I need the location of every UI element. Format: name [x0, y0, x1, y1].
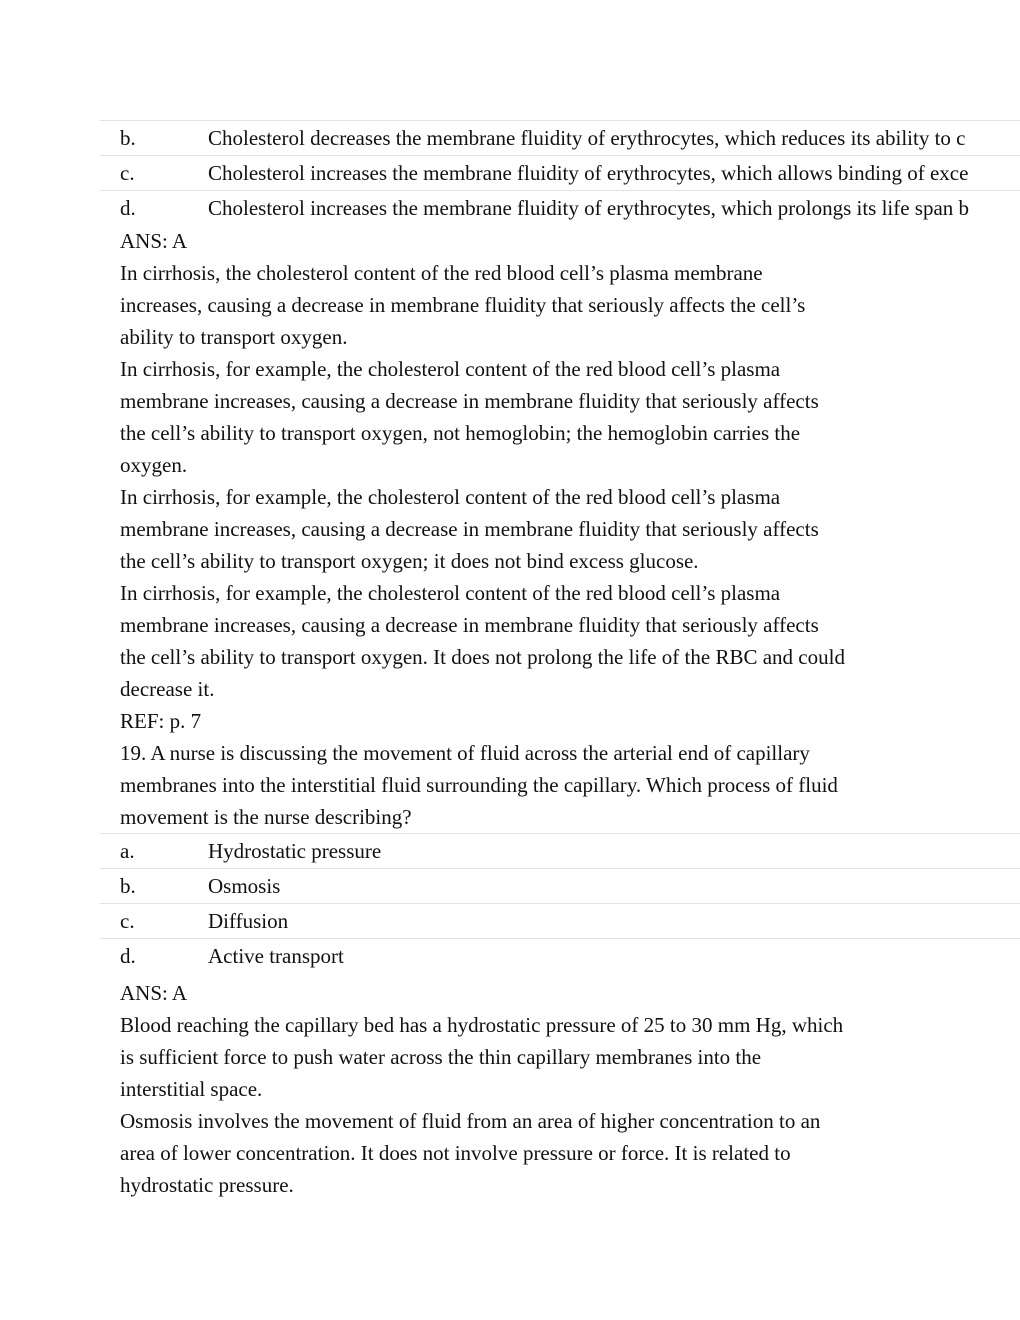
- q19-options-table: [100, 833, 1020, 973]
- text-line: In cirrhosis, the cholesterol content of the red blood cell’s plasma membrane: [120, 261, 763, 285]
- option-letter: d.: [120, 944, 136, 968]
- text-line: ability to transport oxygen.: [120, 325, 348, 349]
- q18-option-c: [100, 155, 1020, 190]
- option-letter: a.: [120, 839, 135, 863]
- q18-rationale-4: [120, 577, 910, 705]
- option-letter: c.: [120, 909, 135, 933]
- option-text: Hydrostatic pressure: [208, 839, 382, 863]
- text-line: membrane increases, causing a decrease in membrane fluidity that seriously affects: [120, 613, 819, 637]
- option-text: Cholesterol increases the membrane fluidity of erythrocytes, which allows binding of exce: [208, 161, 969, 185]
- question-19-stem: [120, 737, 910, 833]
- text-line: area of lower concentration. It does not involve pressure or force. It is related to: [120, 1141, 791, 1165]
- q18-reference: REF: p. 7: [120, 709, 202, 733]
- text-line: decrease it.: [120, 677, 215, 701]
- text-line: membrane increases, causing a decrease in membrane fluidity that seriously affects: [120, 389, 819, 413]
- option-text: Diffusion: [208, 909, 289, 933]
- q18-answer: ANS: A: [120, 229, 188, 253]
- text-line: Osmosis involves the movement of fluid from an area of higher concentration to an: [120, 1109, 821, 1133]
- document-page: [0, 120, 1020, 1201]
- option-letter: c.: [120, 161, 135, 185]
- text-line: In cirrhosis, for example, the cholesterol content of the red blood cell’s plasma: [120, 581, 781, 605]
- text-line: membranes into the interstitial fluid surrounding the capillary. Which process of fluid: [120, 773, 838, 797]
- option-letter: b.: [120, 874, 136, 898]
- q19-option-c: [100, 903, 1020, 938]
- text-line: In cirrhosis, for example, the cholesterol content of the red blood cell’s plasma: [120, 357, 781, 381]
- q19-answer: ANS: A: [120, 981, 188, 1005]
- q19-option-d: [100, 938, 1020, 973]
- text-line: the cell’s ability to transport oxygen, not hemoglobin; the hemoglobin carries the: [120, 421, 801, 445]
- text-line: membrane increases, causing a decrease in membrane fluidity that seriously affects: [120, 517, 819, 541]
- text-line: is sufficient force to push water across the thin capillary membranes into the: [120, 1045, 762, 1069]
- text-line: movement is the nurse describing?: [120, 805, 412, 829]
- q18-rationale-3: [120, 481, 910, 577]
- q18-rationale-1: [120, 257, 910, 353]
- text-line: the cell’s ability to transport oxygen; it does not bind excess glucose.: [120, 549, 699, 573]
- text-line: interstitial space.: [120, 1077, 263, 1101]
- q19-rationale-1: [120, 1009, 910, 1105]
- option-text: Active transport: [208, 944, 344, 968]
- text-line: oxygen.: [120, 453, 188, 477]
- q19-rationale-2: [120, 1105, 910, 1201]
- option-letter: b.: [120, 126, 136, 150]
- q19-option-b: [100, 868, 1020, 903]
- q18-option-d: [100, 190, 1020, 225]
- text-line: hydrostatic pressure.: [120, 1173, 294, 1197]
- option-text: Osmosis: [208, 874, 281, 898]
- q18-rationale-2: [120, 353, 910, 481]
- text-line: In cirrhosis, for example, the cholesterol content of the red blood cell’s plasma: [120, 485, 781, 509]
- q18-options-table: [100, 120, 1020, 225]
- text-line: increases, causing a decrease in membrane fluidity that seriously affects the cell’s: [120, 293, 806, 317]
- q19-option-a: [100, 833, 1020, 868]
- text-line: Blood reaching the capillary bed has a hydrostatic pressure of 25 to 30 mm Hg, which: [120, 1013, 844, 1037]
- text-line: 19. A nurse is discussing the movement of fluid across the arterial end of capillary: [120, 741, 810, 765]
- option-letter: d.: [120, 196, 136, 220]
- option-text: Cholesterol increases the membrane fluidity of erythrocytes, which prolongs its life span b: [208, 196, 970, 220]
- option-text: Cholesterol decreases the membrane fluidity of erythrocytes, which reduces its ability to c: [208, 126, 966, 150]
- text-line: the cell’s ability to transport oxygen. It does not prolong the life of the RBC and could: [120, 645, 845, 669]
- q18-option-b: [100, 120, 1020, 155]
